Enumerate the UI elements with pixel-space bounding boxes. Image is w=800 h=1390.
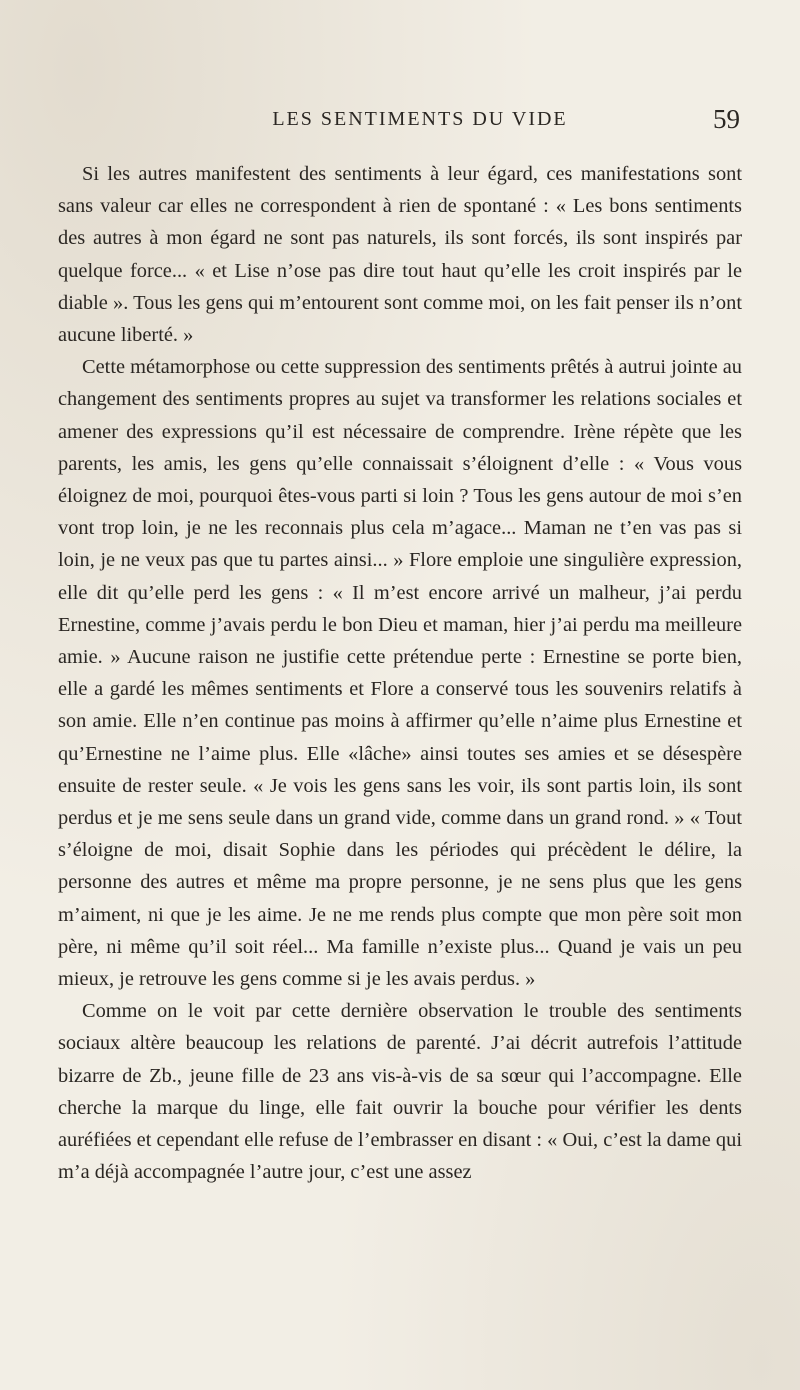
paragraph: Cette métamorphose ou cette suppression des sentiments prêtés à autrui jointe au changement des sentiments propres au sujet va transformer les relations sociales et amener des expressions qu’il est nécessaire de comprendre. Irène répète que les parents, les amis, les gens qu’elle connaissait s’éloignent d’elle : « Vous vous éloignez de moi, pourquoi êtes-vous parti si loin ? Tous les gens autour de moi s’en vont trop loin, je ne les reconnais plus cela m’agace... Maman ne t’en vas pas si loin, je ne veux pas que tu partes ainsi... » Flore emploie une singulière expression, elle dit qu’elle perd les gens : « Il m’est encore arrivé un malheur, j’ai perdu Ernestine, comme j’avais perdu le bon Dieu et maman, hier j’ai perdu ma meilleure amie. » Aucune raison ne justifie cette prétendue perte : Ernestine se porte bien, elle a gardé les mêmes sentiments et Flore a conservé tous les souvenirs relatifs à son amie. Elle n’en continue pas moins à affirmer qu’elle n’aime plus Ernestine et qu’Ernestine ne l’aime plus. Elle «lâche» ainsi toutes ses amies et se désespère ensuite de rester seule. « Je vois les gens sans les voir, ils sont partis loin, ils sont perdus et je me sens seule dans un grand vide, comme dans un grand rond. » « Tout s’éloigne de moi, disait Sophie dans les périodes qui précèdent le délire, la personne des autres et même ma propre personne, je ne sens plus que les gens m’aiment, ni que je les aime. Je ne me rends plus compte que mon père soit mon père, ni même qu’il soit réel... Ma famille n’existe plus... Quand je vais un peu mieux, je retrouve les gens comme si je les avais perdus. » xyxy=(58,356,742,991)
page-header xyxy=(40,104,760,144)
paragraph: Si les autres manifestent des sentiments à leur égard, ces manifestations sont sans valeur car elles ne correspondent à rien de spontané : « Les bons sentiments des autres à mon égard ne sont pas naturels, ils sont forcés, ils sont inspirés par quelque force... « et Lise n’ose pas dire tout haut qu’elle les croit inspirés par le diable ». Tous les gens qui m’entourent sont comme moi, on les fait penser ils n’ont aucune liberté. » xyxy=(58,163,742,347)
body-text xyxy=(58,158,742,1189)
page-number: 59 xyxy=(713,104,740,134)
running-title: LES SENTIMENTS DU VIDE xyxy=(272,108,568,130)
paragraph: Comme on le voit par cette dernière observation le trouble des sentiments sociaux altère beaucoup les relations de parenté. J’ai décrit autrefois l’attitude bizarre de Zb., jeune fille de 23 ans vis-à-vis de sa sœur qui l’accompagne. Elle cherche la marque du linge, elle fait ouvrir la bouche pour vérifier les dents auréfiées et cependant elle refuse de l’embrasser en disant : « Oui, c’est la dame qui m’a déjà accompagnée l’autre jour, c’est une assez xyxy=(58,1000,742,1184)
